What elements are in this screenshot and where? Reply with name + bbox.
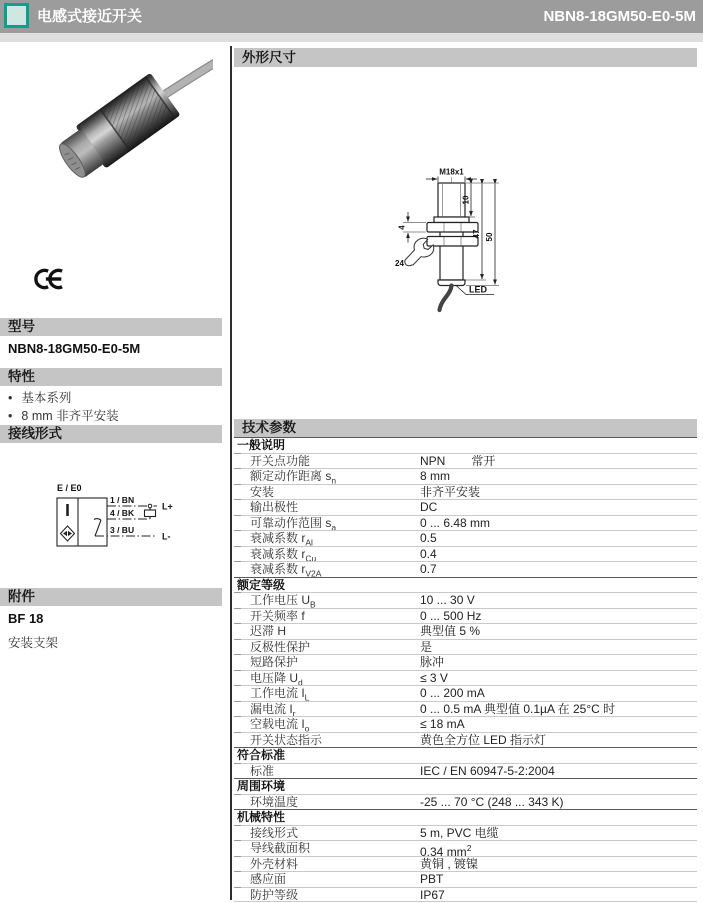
terminal-plus-label: L+ xyxy=(162,502,173,512)
nut-2 xyxy=(427,237,478,247)
tech-row-value: 是 xyxy=(420,640,432,656)
thread-label: M18x1 xyxy=(439,168,464,177)
section-header-features: 特性 xyxy=(0,368,222,386)
tech-row xyxy=(234,639,697,655)
tech-row-label: 漏电流 $I_r$ xyxy=(250,702,296,722)
tech-row-label: 短路保护 xyxy=(250,655,298,671)
tech-row-value: 0 ... 200 mA xyxy=(420,686,485,702)
model-number: NBN8-18GM50-E0-5M xyxy=(8,341,140,356)
tech-row-value: 0.5 xyxy=(420,531,437,547)
terminal-minus-label: L- xyxy=(162,532,171,542)
tech-row-value: 0.7 xyxy=(420,562,437,578)
tech-row-value: NPN 常开 xyxy=(420,454,495,470)
tech-row-value: 0.34 $mm^2$ xyxy=(420,841,471,861)
tech-row xyxy=(234,608,697,624)
wiring-diagram xyxy=(45,481,210,559)
tech-section-header: 机械特性 xyxy=(234,809,697,825)
wire-node xyxy=(148,504,152,508)
tech-row-label: 工作电流 $I_L$ xyxy=(250,686,309,706)
tech-row-value: 典型值 5 % xyxy=(420,624,480,640)
wiring-type-label: E / E0 xyxy=(57,483,82,493)
tech-row xyxy=(234,515,697,531)
dim-total-length: 50 xyxy=(485,232,494,241)
tech-row-value: 0.4 xyxy=(420,547,437,563)
tech-row-value2: 常开 xyxy=(471,454,495,468)
tech-row-label: 开关状态指示 xyxy=(250,733,322,749)
tech-row xyxy=(234,840,697,856)
tech-row-value: 黄色全方位 LED 指示灯 xyxy=(420,733,546,749)
tech-row xyxy=(234,623,697,639)
pin1-label: 1 / BN xyxy=(110,495,134,505)
tech-row-value: ≤ 18 mA xyxy=(420,717,465,733)
tech-row-value: 0 ... 6.48 mm xyxy=(420,516,490,532)
column-divider xyxy=(230,46,232,900)
tech-row-value: 0 ... 500 Hz xyxy=(420,609,481,625)
tech-row-value: IP67 xyxy=(420,888,445,903)
accessory-desc: 安装支架 xyxy=(8,633,58,651)
tech-row-value: 非齐平安装 xyxy=(420,485,480,501)
brand-square-icon xyxy=(4,3,29,28)
dim-body-length: 47 xyxy=(472,229,481,238)
ce-mark xyxy=(32,266,70,292)
tech-row-value: PBT xyxy=(420,872,443,888)
section-header-dimensions: 外形尺寸 xyxy=(234,48,697,67)
feature-list xyxy=(8,389,119,425)
dim-thread-length: 10 xyxy=(462,195,471,204)
tech-row-label: 反极性保护 xyxy=(250,640,310,656)
section-header-connection: 接线形式 xyxy=(0,425,222,443)
page-title: 电感式接近开关 xyxy=(37,0,142,33)
section-header-tech: 技术参数 xyxy=(234,419,697,437)
tech-row xyxy=(234,530,697,546)
tech-row-value: ≤ 3 V xyxy=(420,671,448,687)
tech-row-label: 感应面 xyxy=(250,872,286,888)
tech-row-label: 安装 xyxy=(250,485,274,501)
tech-row-label: 开关频率 f xyxy=(250,609,305,625)
dim-nut-thickness: 4 xyxy=(398,225,407,230)
tech-row xyxy=(234,732,697,748)
tech-table xyxy=(234,437,697,902)
pin2-label: 4 / BK xyxy=(110,508,135,518)
tech-row-value: 0 ... 0.5 mA 典型值 0.1µA 在 25°C 时 xyxy=(420,702,615,718)
tech-row-label: 导线截面积 xyxy=(250,841,310,857)
feature-item: • 8 mm 非齐平安装 xyxy=(8,407,119,425)
tech-row-label: 衰减系数 $r_{Cu}$ xyxy=(250,547,316,567)
tech-row-value: 5 m, PVC 电缆 xyxy=(420,826,499,842)
tech-row xyxy=(234,561,697,577)
tech-row xyxy=(234,794,697,810)
tech-row xyxy=(234,701,697,717)
tech-row xyxy=(234,685,697,701)
product-photo xyxy=(28,56,213,256)
tech-row xyxy=(234,592,697,608)
tech-row xyxy=(234,546,697,562)
tech-row xyxy=(234,716,697,732)
flange xyxy=(434,217,469,223)
tech-row-label: 工作电压 $U_B$ xyxy=(250,593,316,613)
sensor-symbol-box xyxy=(57,498,107,546)
tech-row xyxy=(234,871,697,887)
tech-row xyxy=(234,763,697,779)
tech-row-value: 8 mm xyxy=(420,469,450,485)
page-header xyxy=(0,0,703,33)
header-divider-strip xyxy=(0,33,703,42)
sensor-diamond-symbol xyxy=(61,526,75,541)
tech-section-header: 额定等级 xyxy=(234,577,697,593)
tech-row xyxy=(234,856,697,872)
tech-row xyxy=(234,453,697,469)
tech-row xyxy=(234,484,697,500)
tech-section-header: 一般说明 xyxy=(234,437,697,453)
tech-row-label: 空载电流 $I_o$ xyxy=(250,717,309,737)
tech-row xyxy=(234,654,697,670)
wrench-size-label: 24 xyxy=(395,259,404,268)
dimension-drawing xyxy=(365,158,535,318)
tech-row xyxy=(234,468,697,484)
feature-item: • 基本系列 xyxy=(8,389,119,407)
tech-row-value: 黄铜 , 镀镍 xyxy=(420,857,478,873)
tech-row-label: 防护等级 xyxy=(250,888,298,903)
tech-row-label: 外壳材料 xyxy=(250,857,298,873)
tech-row-value: -25 ... 70 °C (248 ... 343 K) xyxy=(420,795,564,811)
tech-row xyxy=(234,670,697,686)
tech-row-label: 接线形式 xyxy=(250,826,298,842)
tech-row-label: 标准 xyxy=(250,764,274,780)
tech-row-value: IEC / EN 60947-5-2:2004 xyxy=(420,764,555,780)
tech-row xyxy=(234,825,697,841)
section-header-model: 型号 xyxy=(0,318,222,336)
nut-1 xyxy=(427,223,478,233)
pin3-label: 3 / BU xyxy=(110,525,134,535)
tech-row-label: 电压降 $U_d$ xyxy=(250,671,303,691)
tech-row-label: 衰减系数 $r_{Al}$ xyxy=(250,531,313,551)
tech-row-value: 10 ... 30 V xyxy=(420,593,475,609)
tech-row-label: 开关点功能 xyxy=(250,454,310,470)
tech-row-label: 衰减系数 $r_{V2A}$ xyxy=(250,562,321,582)
tech-row-value: 脉冲 xyxy=(420,655,444,671)
tech-row-label: 可靠动作范围 $s_a$ xyxy=(250,516,336,536)
tech-section-header: 周围环境 xyxy=(234,778,697,794)
tech-row-label: 输出极性 xyxy=(250,500,298,516)
tech-row xyxy=(234,499,697,515)
load-symbol xyxy=(145,510,156,517)
led-label: LED xyxy=(469,285,488,295)
section-header-accessories: 附件 xyxy=(0,588,222,606)
tech-row-label: 环境温度 xyxy=(250,795,298,811)
tech-row-label: 额定动作距离 $s_n$ xyxy=(250,469,336,489)
tech-row-value: DC xyxy=(420,500,437,516)
tech-row-label: 迟滞 H xyxy=(250,624,286,640)
accessory-model: BF 18 xyxy=(8,611,43,626)
switch-contact-symbol xyxy=(94,519,101,536)
tech-section-header: 符合标准 xyxy=(234,747,697,763)
product-number-title: NBN8-18GM50-E0-5M xyxy=(543,0,696,33)
cable xyxy=(440,286,452,311)
